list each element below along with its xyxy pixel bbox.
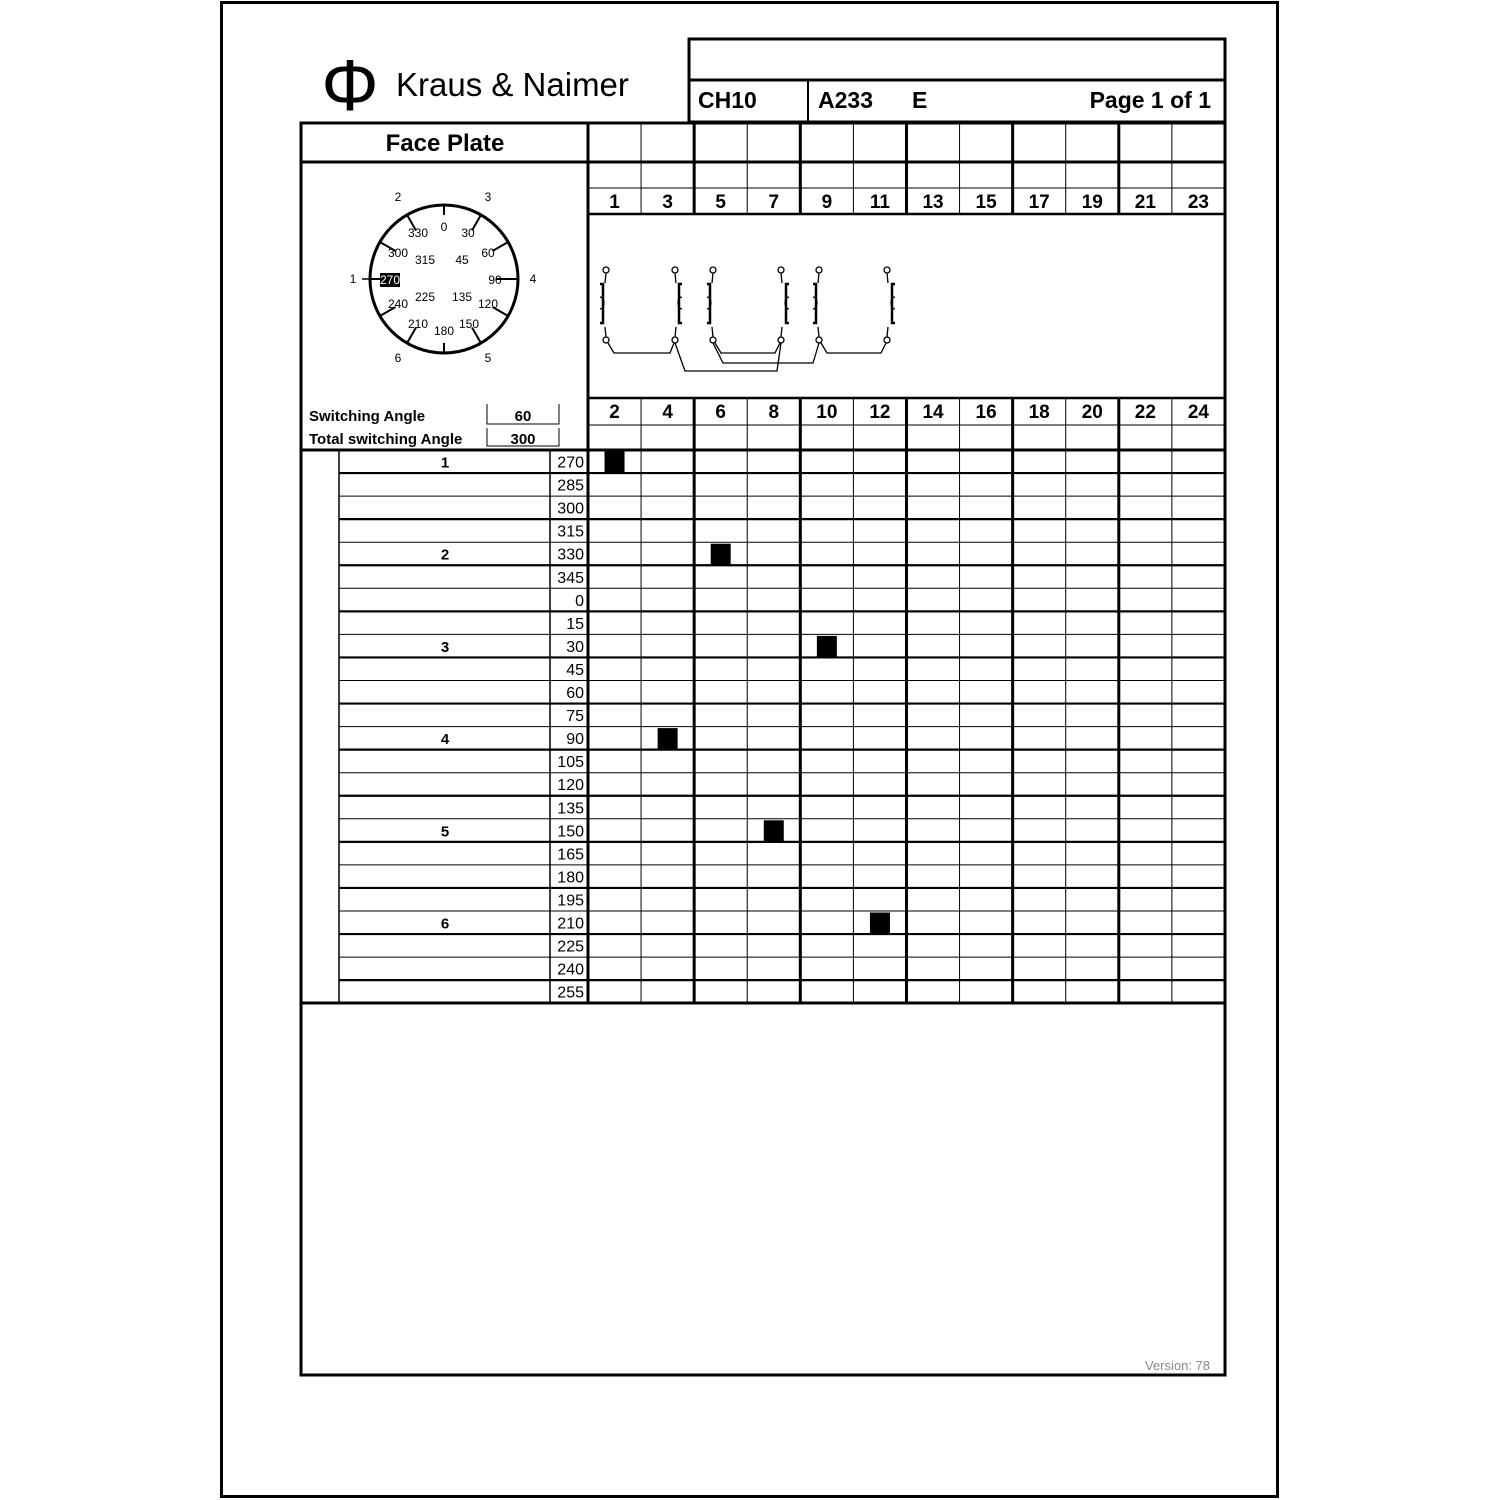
- angle-label: 285: [557, 477, 584, 495]
- dial-tick: [492, 242, 508, 251]
- switching-table: [441, 455, 584, 1002]
- kraus-naimer-logo: [321, 46, 629, 126]
- angle-label: 30: [566, 638, 584, 656]
- terminal-bottom-12: 12: [869, 402, 891, 423]
- position-label: 5: [440, 823, 450, 841]
- angle-label: 105: [557, 754, 584, 772]
- terminal-top-21: 21: [1134, 192, 1156, 213]
- angle-label: 225: [557, 938, 584, 956]
- product-code: CH10: [698, 87, 757, 113]
- position-label: 1: [440, 454, 450, 472]
- angle-label: 330: [557, 546, 584, 564]
- dial-intermediate-label: 315: [414, 253, 436, 267]
- dial-angle-label: 60: [481, 246, 495, 260]
- faceplate-title: Face Plate: [385, 130, 505, 157]
- position-label: 3: [440, 638, 450, 656]
- terminal-top-15: 15: [975, 192, 997, 213]
- variant-letter: E: [912, 87, 928, 113]
- angle-label: 240: [557, 961, 584, 979]
- terminal-top-17: 17: [1028, 192, 1050, 213]
- dial-position-label: 1: [349, 272, 357, 286]
- total-switching-angle-value: 300: [510, 431, 536, 448]
- angle-label: 60: [566, 685, 584, 703]
- terminal-bottom-22: 22: [1134, 402, 1156, 423]
- terminal-bottom-24: 24: [1187, 402, 1209, 423]
- contact-closed-mark: [817, 636, 837, 657]
- dial-angle-label: 0: [440, 220, 448, 234]
- angle-label: 90: [566, 731, 584, 749]
- angle-label: 45: [566, 661, 584, 679]
- terminal-top-1: 1: [609, 192, 620, 213]
- terminal-top-7: 7: [768, 192, 780, 213]
- dial-angle-label: 330: [407, 226, 429, 240]
- contact-closed-mark: [711, 544, 731, 565]
- dial-intermediate-label: 45: [455, 253, 469, 267]
- angle-label: 0: [575, 592, 584, 610]
- page-indicator: Page 1 of 1: [1089, 87, 1211, 113]
- switching-angle-value: 60: [514, 408, 532, 425]
- dial-intermediate-label: 135: [451, 290, 473, 304]
- dial-position-label: 4: [529, 272, 537, 286]
- contact-stage-2: [707, 267, 789, 353]
- dial-intermediate-label: 225: [414, 290, 436, 304]
- contact-closed-mark: [870, 913, 890, 934]
- dial-angle-label: 210: [407, 317, 429, 331]
- position-label: 4: [440, 731, 450, 749]
- angle-label: 270: [557, 454, 584, 472]
- angle-label: 255: [557, 984, 584, 1002]
- dial-angle-label: 270: [379, 273, 401, 287]
- terminal-bottom-10: 10: [816, 402, 838, 423]
- terminal-bottom-4: 4: [662, 402, 673, 423]
- version-label: Version: 78: [1144, 1358, 1210, 1373]
- switching-angle-block: [309, 404, 559, 448]
- dial-angle-label: 240: [387, 297, 409, 311]
- terminal-bottom-6: 6: [715, 402, 726, 423]
- contact-stage-1: [600, 267, 682, 353]
- angle-label: 75: [566, 708, 584, 726]
- dial-angle-label: 150: [458, 317, 480, 331]
- switching-angle-label: Switching Angle: [309, 408, 426, 425]
- terminal-bottom-20: 20: [1081, 402, 1103, 423]
- dial-angle-label: 30: [461, 226, 475, 240]
- dial-angle-label: 180: [433, 324, 455, 338]
- angle-label: 180: [557, 869, 584, 887]
- title-block: [321, 39, 1225, 126]
- angle-label: 315: [557, 523, 584, 541]
- contact-stage-3: [813, 267, 895, 353]
- angle-label: 300: [557, 500, 584, 518]
- contact-closed-mark: [605, 452, 625, 473]
- terminal-top-23: 23: [1187, 192, 1209, 213]
- contact-closed-mark: [658, 728, 678, 749]
- angle-label: 120: [557, 777, 584, 795]
- dial-angle-label: 90: [488, 273, 502, 287]
- terminal-bottom-18: 18: [1028, 402, 1050, 423]
- total-switching-angle-label: Total switching Angle: [309, 431, 463, 448]
- terminal-bottom-14: 14: [922, 402, 944, 423]
- angle-label: 210: [557, 915, 584, 933]
- dial-angle-label: 120: [477, 297, 499, 311]
- terminal-top-9: 9: [821, 192, 833, 213]
- terminal-bottom-2: 2: [609, 402, 620, 423]
- terminal-top-19: 19: [1081, 192, 1103, 213]
- terminal-bottom-8: 8: [768, 402, 780, 423]
- position-label: 6: [440, 915, 450, 933]
- contact-schematic: [600, 267, 895, 371]
- program-number: A233: [818, 87, 873, 113]
- dial-position-label: 6: [394, 351, 402, 365]
- contact-closed-mark: [764, 820, 784, 841]
- dial-position-label: 5: [484, 351, 492, 365]
- terminal-top-11: 11: [869, 192, 890, 213]
- row-grid: [339, 473, 1225, 980]
- angle-label: 195: [557, 892, 584, 910]
- terminal-top-5: 5: [715, 192, 726, 213]
- faceplate-dial: [350, 190, 537, 365]
- angle-label: 135: [557, 800, 584, 818]
- terminal-top-3: 3: [662, 192, 673, 213]
- angle-label: 345: [557, 569, 584, 587]
- brand-name: Kraus & Naimer: [396, 66, 629, 103]
- logo-phi-icon: Φ: [321, 46, 379, 126]
- angle-label: 150: [557, 823, 584, 841]
- dial-position-label: 2: [394, 190, 402, 204]
- dial-position-label: 3: [484, 190, 492, 204]
- position-label: 2: [440, 546, 450, 564]
- terminal-bottom-16: 16: [975, 402, 997, 423]
- terminal-top-13: 13: [922, 192, 944, 213]
- angle-label: 165: [557, 846, 584, 864]
- dial-angle-label: 300: [387, 246, 409, 260]
- angle-label: 15: [566, 615, 584, 633]
